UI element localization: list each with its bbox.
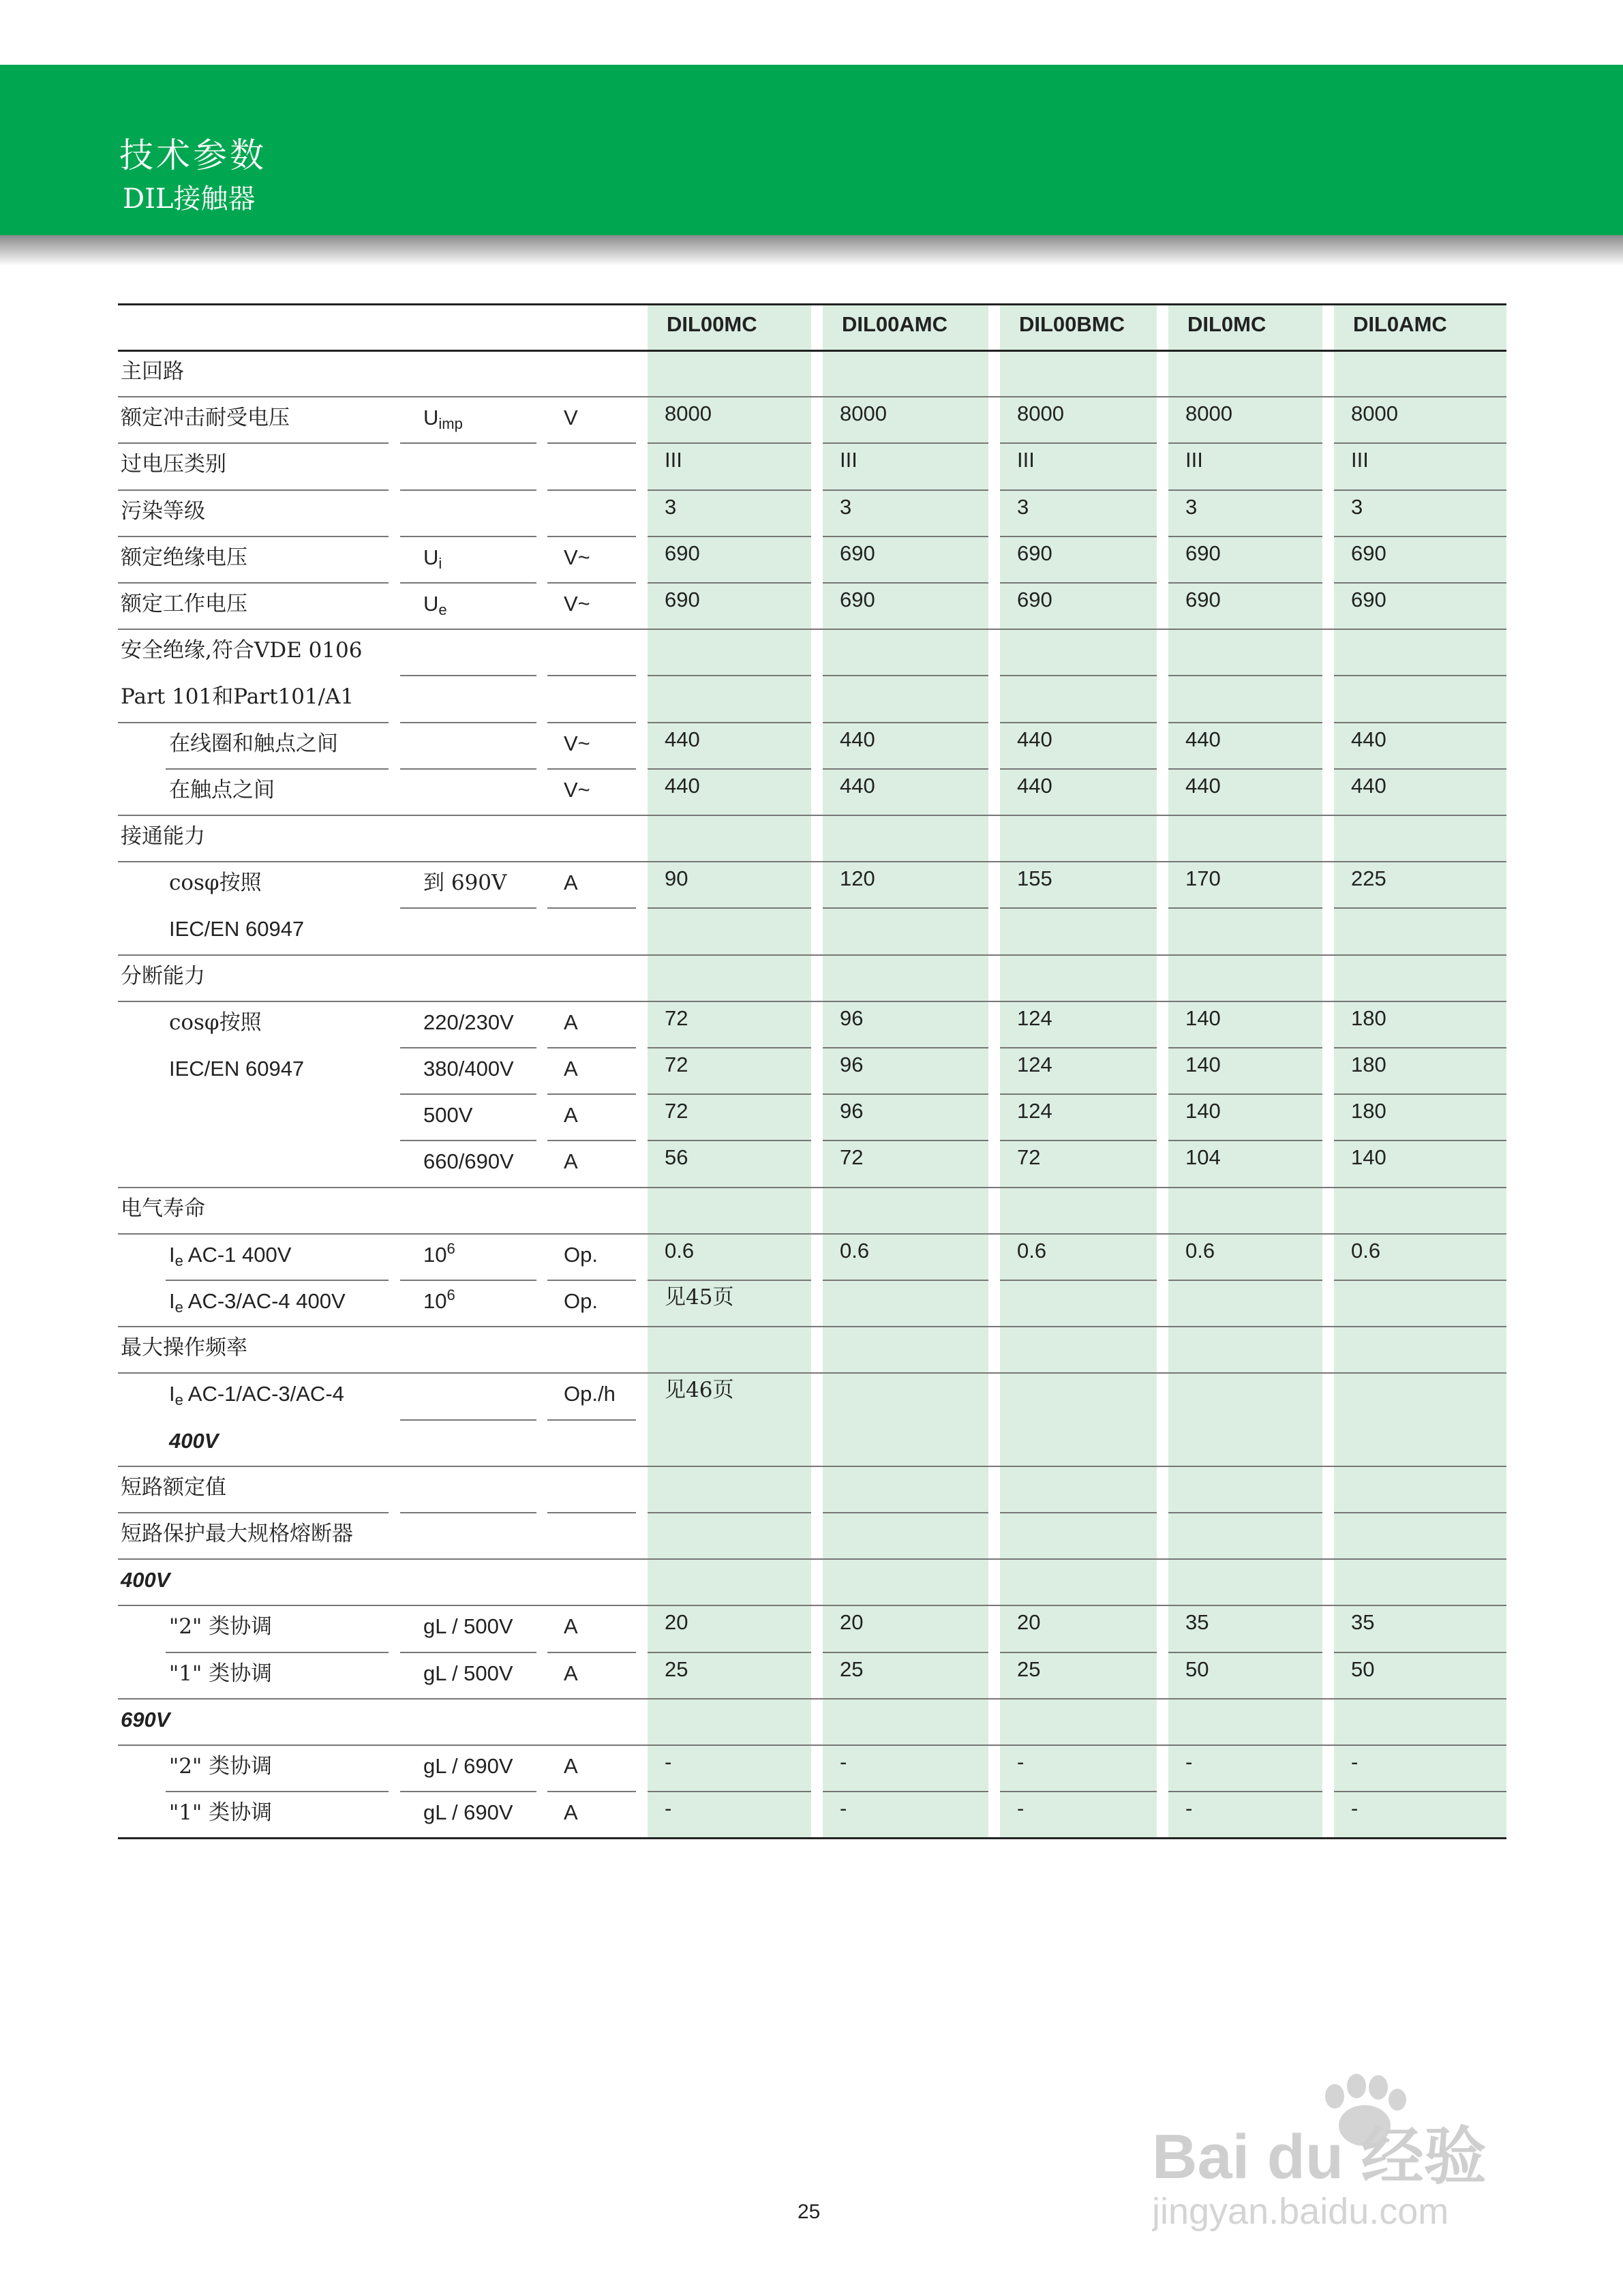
value-cell: 96 bbox=[840, 1099, 864, 1123]
value-cell: 8000 bbox=[1017, 402, 1064, 426]
value-cell: 440 bbox=[1185, 773, 1221, 798]
row-symbol: $10^6$ bbox=[423, 1286, 455, 1313]
table-top-rule bbox=[118, 303, 1506, 305]
row-label: cosφ按照 bbox=[169, 871, 262, 896]
row-label: 额定冲击耐受电压 bbox=[121, 406, 290, 431]
row-divider bbox=[118, 954, 1506, 956]
row-divider bbox=[823, 1047, 988, 1048]
row-divider bbox=[1000, 768, 1157, 770]
row-label: "2" 类协调 bbox=[169, 1614, 273, 1640]
value-cell: - bbox=[840, 1796, 847, 1821]
row-divider bbox=[1000, 1280, 1157, 1281]
row-divider bbox=[118, 489, 389, 491]
row-divider bbox=[118, 1233, 1506, 1235]
row-divider bbox=[118, 815, 1506, 816]
value-cell: 96 bbox=[840, 1053, 864, 1076]
value-cell: 690 bbox=[1351, 588, 1386, 611]
watermark-url: jingyan.baidu.com bbox=[1152, 2191, 1449, 2232]
value-cell: 690 bbox=[665, 588, 700, 611]
value-cell: 90 bbox=[665, 866, 688, 891]
value-cell: 104 bbox=[1185, 1145, 1221, 1170]
row-divider bbox=[547, 675, 636, 676]
row-divider bbox=[1000, 536, 1157, 537]
row-symbol: gL / 500V bbox=[423, 1661, 513, 1685]
row-divider bbox=[648, 768, 811, 770]
value-cell: 440 bbox=[1351, 727, 1386, 751]
row-unit: V~ bbox=[564, 731, 590, 755]
row-unit: V bbox=[564, 406, 578, 430]
row-divider bbox=[648, 536, 811, 537]
row-label: 最大操作频率 bbox=[121, 1335, 247, 1361]
row-divider bbox=[118, 722, 389, 723]
row-divider bbox=[1168, 1140, 1322, 1141]
row-divider bbox=[1000, 1093, 1157, 1095]
row-divider bbox=[648, 1140, 811, 1141]
row-divider bbox=[823, 768, 988, 770]
row-symbol: gL / 500V bbox=[423, 1614, 513, 1639]
row-divider bbox=[1000, 722, 1157, 723]
row-divider bbox=[1334, 582, 1506, 584]
value-cell: 20 bbox=[840, 1610, 864, 1635]
row-symbol: 380/400V bbox=[423, 1057, 514, 1081]
value-cell: 25 bbox=[840, 1657, 864, 1681]
row-divider bbox=[1334, 1047, 1506, 1048]
value-cell: - bbox=[665, 1796, 672, 1821]
value-cell: - bbox=[1185, 1750, 1193, 1774]
value-cell: 140 bbox=[1185, 1053, 1221, 1076]
value-cell: III bbox=[665, 448, 682, 472]
row-label: 在线圈和触点之间 bbox=[169, 731, 338, 756]
value-cell: 8000 bbox=[665, 402, 712, 426]
row-divider bbox=[648, 1791, 811, 1792]
row-divider bbox=[547, 722, 636, 723]
row-label: "1" 类协调 bbox=[169, 1800, 273, 1826]
row-divider bbox=[1168, 582, 1322, 584]
value-cell: 690 bbox=[840, 588, 875, 611]
value-cell: 35 bbox=[1185, 1610, 1209, 1635]
row-divider bbox=[400, 722, 536, 723]
row-label: 接通能力 bbox=[121, 824, 205, 849]
row-divider bbox=[400, 442, 536, 444]
row-unit: A bbox=[564, 1149, 578, 1174]
row-divider bbox=[648, 1512, 811, 1513]
row-divider bbox=[1334, 1093, 1506, 1095]
value-cell: 72 bbox=[665, 1053, 688, 1076]
value-cell: 124 bbox=[1017, 1099, 1052, 1123]
row-divider bbox=[823, 489, 988, 491]
row-label: Part 101和Part101/A1 bbox=[121, 684, 354, 710]
row-divider bbox=[648, 675, 811, 676]
row-label: 安全绝缘,符合VDE 0106 bbox=[121, 638, 363, 663]
row-divider bbox=[400, 1047, 536, 1048]
row-label: 690V bbox=[121, 1707, 170, 1732]
row-divider bbox=[823, 442, 988, 444]
value-cell: 690 bbox=[665, 541, 700, 565]
value-cell: III bbox=[840, 448, 858, 472]
row-divider bbox=[118, 396, 1506, 397]
row-divider bbox=[1334, 442, 1506, 444]
value-cell: 124 bbox=[1017, 1053, 1052, 1076]
row-divider bbox=[1334, 675, 1506, 676]
value-cell: 72 bbox=[665, 1006, 688, 1030]
row-divider bbox=[400, 1280, 536, 1281]
row-divider bbox=[118, 629, 1506, 630]
row-divider bbox=[823, 1093, 988, 1095]
value-cell: 440 bbox=[665, 773, 700, 798]
row-divider bbox=[1000, 1791, 1157, 1792]
row-divider bbox=[400, 675, 536, 676]
page-title: 技术参数 bbox=[119, 136, 267, 175]
row-label: 电气寿命 bbox=[121, 1196, 205, 1221]
value-cell: 50 bbox=[1351, 1657, 1375, 1681]
value-cell: 690 bbox=[1017, 541, 1052, 565]
row-divider bbox=[1168, 442, 1322, 444]
row-label: IEC/EN 60947 bbox=[169, 917, 305, 941]
value-cell: 120 bbox=[840, 866, 875, 891]
value-cell: 20 bbox=[665, 1610, 688, 1635]
row-divider bbox=[1168, 722, 1322, 723]
row-divider bbox=[823, 536, 988, 537]
column-header-dil0mc: DIL0MC bbox=[1187, 312, 1266, 336]
value-cell: 0.6 bbox=[1185, 1238, 1215, 1263]
row-divider bbox=[118, 442, 389, 444]
row-divider bbox=[118, 1001, 1506, 1002]
row-divider bbox=[547, 768, 636, 770]
row-divider bbox=[1334, 1280, 1506, 1281]
page-subtitle: DIL接触器 bbox=[123, 183, 256, 215]
row-divider bbox=[118, 582, 389, 584]
row-divider bbox=[1168, 536, 1322, 537]
row-divider bbox=[823, 1512, 988, 1513]
value-cell: III bbox=[1351, 448, 1369, 472]
value-cell: 690 bbox=[1351, 541, 1386, 565]
row-divider bbox=[400, 1093, 536, 1095]
value-cell: III bbox=[1185, 448, 1203, 472]
value-cell: - bbox=[840, 1750, 847, 1774]
row-divider bbox=[1000, 675, 1157, 676]
row-divider bbox=[823, 582, 988, 584]
row-divider bbox=[118, 1326, 1506, 1327]
row-divider bbox=[166, 1280, 389, 1281]
row-divider bbox=[1334, 536, 1506, 537]
row-divider bbox=[118, 1512, 389, 1513]
row-divider bbox=[1168, 489, 1322, 491]
value-cell: 140 bbox=[1185, 1099, 1221, 1123]
watermark-brand: Bai du 经验 bbox=[1152, 2122, 1487, 2192]
row-unit: Op. bbox=[564, 1289, 598, 1313]
value-cell: 8000 bbox=[840, 402, 887, 426]
row-divider bbox=[648, 489, 811, 491]
value-cell: 20 bbox=[1017, 1610, 1041, 1635]
row-divider bbox=[1000, 1652, 1157, 1653]
column-header-dil00bmc: DIL00BMC bbox=[1019, 312, 1125, 336]
value-cell: 170 bbox=[1185, 866, 1221, 891]
value-cell: 140 bbox=[1185, 1006, 1221, 1030]
table-bottom-rule bbox=[118, 1837, 1506, 1839]
row-symbol: 500V bbox=[423, 1103, 473, 1128]
column-header-dil0amc: DIL0AMC bbox=[1353, 312, 1447, 336]
row-label: 400V bbox=[169, 1428, 219, 1453]
row-divider bbox=[1000, 582, 1157, 584]
row-divider bbox=[547, 1652, 636, 1653]
row-divider bbox=[1000, 1140, 1157, 1141]
row-label: 主回路 bbox=[121, 359, 184, 384]
row-divider bbox=[547, 1047, 636, 1048]
banner-shadow bbox=[0, 235, 1623, 266]
value-cell: 155 bbox=[1017, 866, 1052, 891]
row-symbol: $U_{imp}$ bbox=[423, 406, 463, 433]
value-cell: 8000 bbox=[1185, 402, 1232, 426]
row-symbol: gL / 690V bbox=[423, 1754, 513, 1778]
row-divider bbox=[648, 722, 811, 723]
value-cell: 440 bbox=[1351, 773, 1386, 798]
row-divider bbox=[823, 907, 988, 909]
row-label: 额定工作电压 bbox=[121, 592, 247, 616]
row-divider bbox=[547, 907, 636, 909]
page-number: 25 bbox=[798, 2201, 821, 2223]
row-divider bbox=[648, 1280, 811, 1281]
row-divider bbox=[547, 582, 636, 584]
row-label: 短路额定值 bbox=[121, 1475, 226, 1500]
row-label: $I_e$ AC-1 400V bbox=[169, 1242, 292, 1269]
row-divider bbox=[118, 1605, 1506, 1606]
value-cell: 180 bbox=[1351, 1053, 1386, 1076]
row-divider bbox=[1000, 907, 1157, 909]
baidu-watermark bbox=[1152, 2045, 1534, 2236]
row-unit: Op. bbox=[564, 1242, 598, 1267]
row-divider bbox=[118, 861, 1506, 862]
row-divider bbox=[118, 1744, 1506, 1746]
value-cell: 0.6 bbox=[1017, 1238, 1047, 1263]
row-divider bbox=[1168, 1791, 1322, 1792]
row-divider bbox=[1000, 1047, 1157, 1048]
row-divider bbox=[823, 1140, 988, 1141]
row-divider bbox=[400, 1512, 536, 1513]
value-cell: 56 bbox=[665, 1145, 688, 1170]
value-cell: III bbox=[1017, 448, 1035, 472]
row-label: $I_e$ AC-3/AC-4 400V bbox=[169, 1289, 346, 1316]
row-divider bbox=[1334, 489, 1506, 491]
value-cell: 72 bbox=[1017, 1145, 1041, 1170]
row-label: "2" 类协调 bbox=[169, 1754, 273, 1779]
value-cell: 3 bbox=[1017, 494, 1029, 519]
row-divider bbox=[1334, 1791, 1506, 1792]
row-symbol: $10^6$ bbox=[423, 1239, 455, 1267]
row-label: 在触点之间 bbox=[169, 777, 275, 802]
value-cell: 440 bbox=[1017, 727, 1052, 751]
row-unit: V~ bbox=[564, 592, 590, 616]
row-divider bbox=[118, 536, 389, 537]
value-cell: 690 bbox=[840, 541, 875, 565]
row-divider bbox=[547, 536, 636, 537]
row-unit: Op./h bbox=[564, 1382, 616, 1406]
row-divider bbox=[823, 1791, 988, 1792]
row-symbol: 220/230V bbox=[423, 1010, 514, 1034]
column-header-dil00mc: DIL00MC bbox=[667, 312, 757, 336]
row-divider bbox=[118, 1372, 1506, 1374]
column-header-dil00amc: DIL00AMC bbox=[842, 312, 948, 336]
row-symbol: gL / 690V bbox=[423, 1800, 513, 1825]
row-divider bbox=[547, 1419, 636, 1421]
value-cell: 72 bbox=[840, 1145, 864, 1170]
value-cell: 440 bbox=[665, 727, 700, 751]
row-divider bbox=[166, 768, 389, 770]
value-cell: 25 bbox=[665, 1657, 688, 1681]
row-divider bbox=[823, 675, 988, 676]
value-cell: 0.6 bbox=[665, 1238, 695, 1263]
row-divider bbox=[547, 1791, 636, 1792]
value-cell: - bbox=[1017, 1796, 1025, 1821]
row-divider bbox=[1334, 1512, 1506, 1513]
row-label: 分断能力 bbox=[121, 963, 205, 988]
row-divider bbox=[400, 907, 536, 909]
value-span-cell: 见45页 bbox=[665, 1285, 734, 1310]
row-divider bbox=[1334, 768, 1506, 770]
value-cell: 50 bbox=[1185, 1657, 1209, 1681]
row-divider bbox=[166, 1791, 389, 1792]
header-rule bbox=[118, 350, 1506, 352]
row-divider bbox=[1000, 1512, 1157, 1513]
value-cell: 440 bbox=[840, 773, 875, 798]
row-divider bbox=[118, 1698, 1506, 1700]
value-cell: 3 bbox=[840, 494, 852, 519]
row-unit: A bbox=[564, 1754, 578, 1778]
row-divider bbox=[823, 722, 988, 723]
row-divider bbox=[1334, 1140, 1506, 1141]
row-unit: A bbox=[564, 1614, 578, 1639]
row-divider bbox=[547, 1093, 636, 1095]
value-cell: 180 bbox=[1351, 1006, 1386, 1030]
row-label: 过电压类别 bbox=[121, 452, 226, 477]
row-divider bbox=[400, 1419, 536, 1421]
row-divider bbox=[400, 1791, 536, 1792]
row-divider bbox=[400, 582, 536, 584]
row-symbol: 660/690V bbox=[423, 1149, 514, 1174]
row-divider bbox=[648, 1093, 811, 1095]
value-cell: - bbox=[1351, 1750, 1359, 1774]
row-divider bbox=[1334, 1652, 1506, 1653]
row-divider bbox=[400, 1652, 536, 1653]
value-cell: 0.6 bbox=[840, 1238, 870, 1263]
row-unit: V~ bbox=[564, 777, 590, 802]
row-divider bbox=[648, 907, 811, 909]
row-unit: A bbox=[564, 1103, 578, 1128]
row-label: IEC/EN 60947 bbox=[169, 1057, 305, 1081]
row-divider bbox=[547, 1140, 636, 1141]
row-divider bbox=[400, 768, 536, 770]
value-cell: - bbox=[665, 1750, 672, 1774]
row-unit: A bbox=[564, 871, 578, 895]
row-divider bbox=[1168, 1652, 1322, 1653]
row-unit: A bbox=[564, 1057, 578, 1081]
value-cell: 690 bbox=[1185, 541, 1221, 565]
row-divider bbox=[547, 1280, 636, 1281]
value-cell: 440 bbox=[840, 727, 875, 751]
value-cell: 0.6 bbox=[1351, 1238, 1381, 1263]
row-label: cosφ按照 bbox=[169, 1010, 262, 1035]
row-unit: V~ bbox=[564, 545, 590, 569]
row-divider bbox=[648, 442, 811, 444]
row-divider bbox=[648, 582, 811, 584]
row-divider bbox=[1334, 907, 1506, 909]
value-cell: 3 bbox=[665, 494, 677, 519]
row-divider bbox=[1334, 722, 1506, 723]
value-cell: 35 bbox=[1351, 1610, 1375, 1635]
row-divider bbox=[547, 442, 636, 444]
row-label: 400V bbox=[121, 1568, 170, 1592]
row-unit: A bbox=[564, 1010, 578, 1034]
row-symbol: 到 690V bbox=[423, 871, 507, 896]
row-label: $I_e$ AC-1/AC-3/AC-4 bbox=[169, 1382, 344, 1409]
value-cell: 3 bbox=[1185, 494, 1198, 519]
row-divider bbox=[1168, 907, 1322, 909]
value-cell: 225 bbox=[1351, 866, 1386, 891]
value-cell: 3 bbox=[1351, 494, 1363, 519]
row-divider bbox=[1168, 675, 1322, 676]
row-divider bbox=[166, 1652, 389, 1653]
row-label: "1" 类协调 bbox=[169, 1661, 273, 1686]
row-label: 额定绝缘电压 bbox=[121, 545, 247, 570]
row-divider bbox=[1000, 442, 1157, 444]
row-label: 污染等级 bbox=[121, 498, 205, 524]
row-divider bbox=[547, 1512, 636, 1513]
value-cell: - bbox=[1017, 1750, 1025, 1774]
row-divider bbox=[118, 1558, 1506, 1560]
value-cell: 180 bbox=[1351, 1099, 1386, 1123]
value-cell: 96 bbox=[840, 1006, 864, 1030]
row-divider bbox=[1168, 1512, 1322, 1513]
row-divider bbox=[400, 489, 536, 491]
value-cell: 690 bbox=[1017, 588, 1052, 611]
row-divider bbox=[400, 1140, 536, 1141]
row-divider bbox=[823, 1652, 988, 1653]
row-divider bbox=[648, 1047, 811, 1048]
row-unit: A bbox=[564, 1661, 578, 1685]
row-divider bbox=[1000, 489, 1157, 491]
value-cell: 124 bbox=[1017, 1006, 1052, 1030]
row-symbol: $U_e$ bbox=[423, 592, 447, 618]
row-divider bbox=[1168, 1093, 1322, 1095]
row-divider bbox=[1168, 1280, 1322, 1281]
row-divider bbox=[1168, 1047, 1322, 1048]
value-cell: - bbox=[1185, 1796, 1193, 1821]
value-cell: 25 bbox=[1017, 1657, 1041, 1681]
value-cell: 8000 bbox=[1351, 402, 1398, 426]
row-divider bbox=[823, 1280, 988, 1281]
row-symbol: $U_i$ bbox=[423, 545, 442, 572]
row-divider bbox=[118, 1187, 1506, 1188]
row-divider bbox=[648, 1652, 811, 1653]
value-cell: - bbox=[1351, 1796, 1359, 1821]
value-cell: 72 bbox=[665, 1099, 688, 1123]
value-cell: 690 bbox=[1185, 588, 1221, 611]
row-divider bbox=[1168, 768, 1322, 770]
row-divider bbox=[547, 489, 636, 491]
row-divider bbox=[118, 1466, 1506, 1467]
value-cell: 440 bbox=[1185, 727, 1221, 751]
row-unit: A bbox=[564, 1800, 578, 1825]
value-cell: 440 bbox=[1017, 773, 1052, 798]
row-divider bbox=[400, 536, 536, 537]
value-span-cell: 见46页 bbox=[665, 1378, 734, 1403]
value-cell: 140 bbox=[1351, 1145, 1386, 1170]
row-label: 短路保护最大规格熔断器 bbox=[121, 1522, 353, 1546]
